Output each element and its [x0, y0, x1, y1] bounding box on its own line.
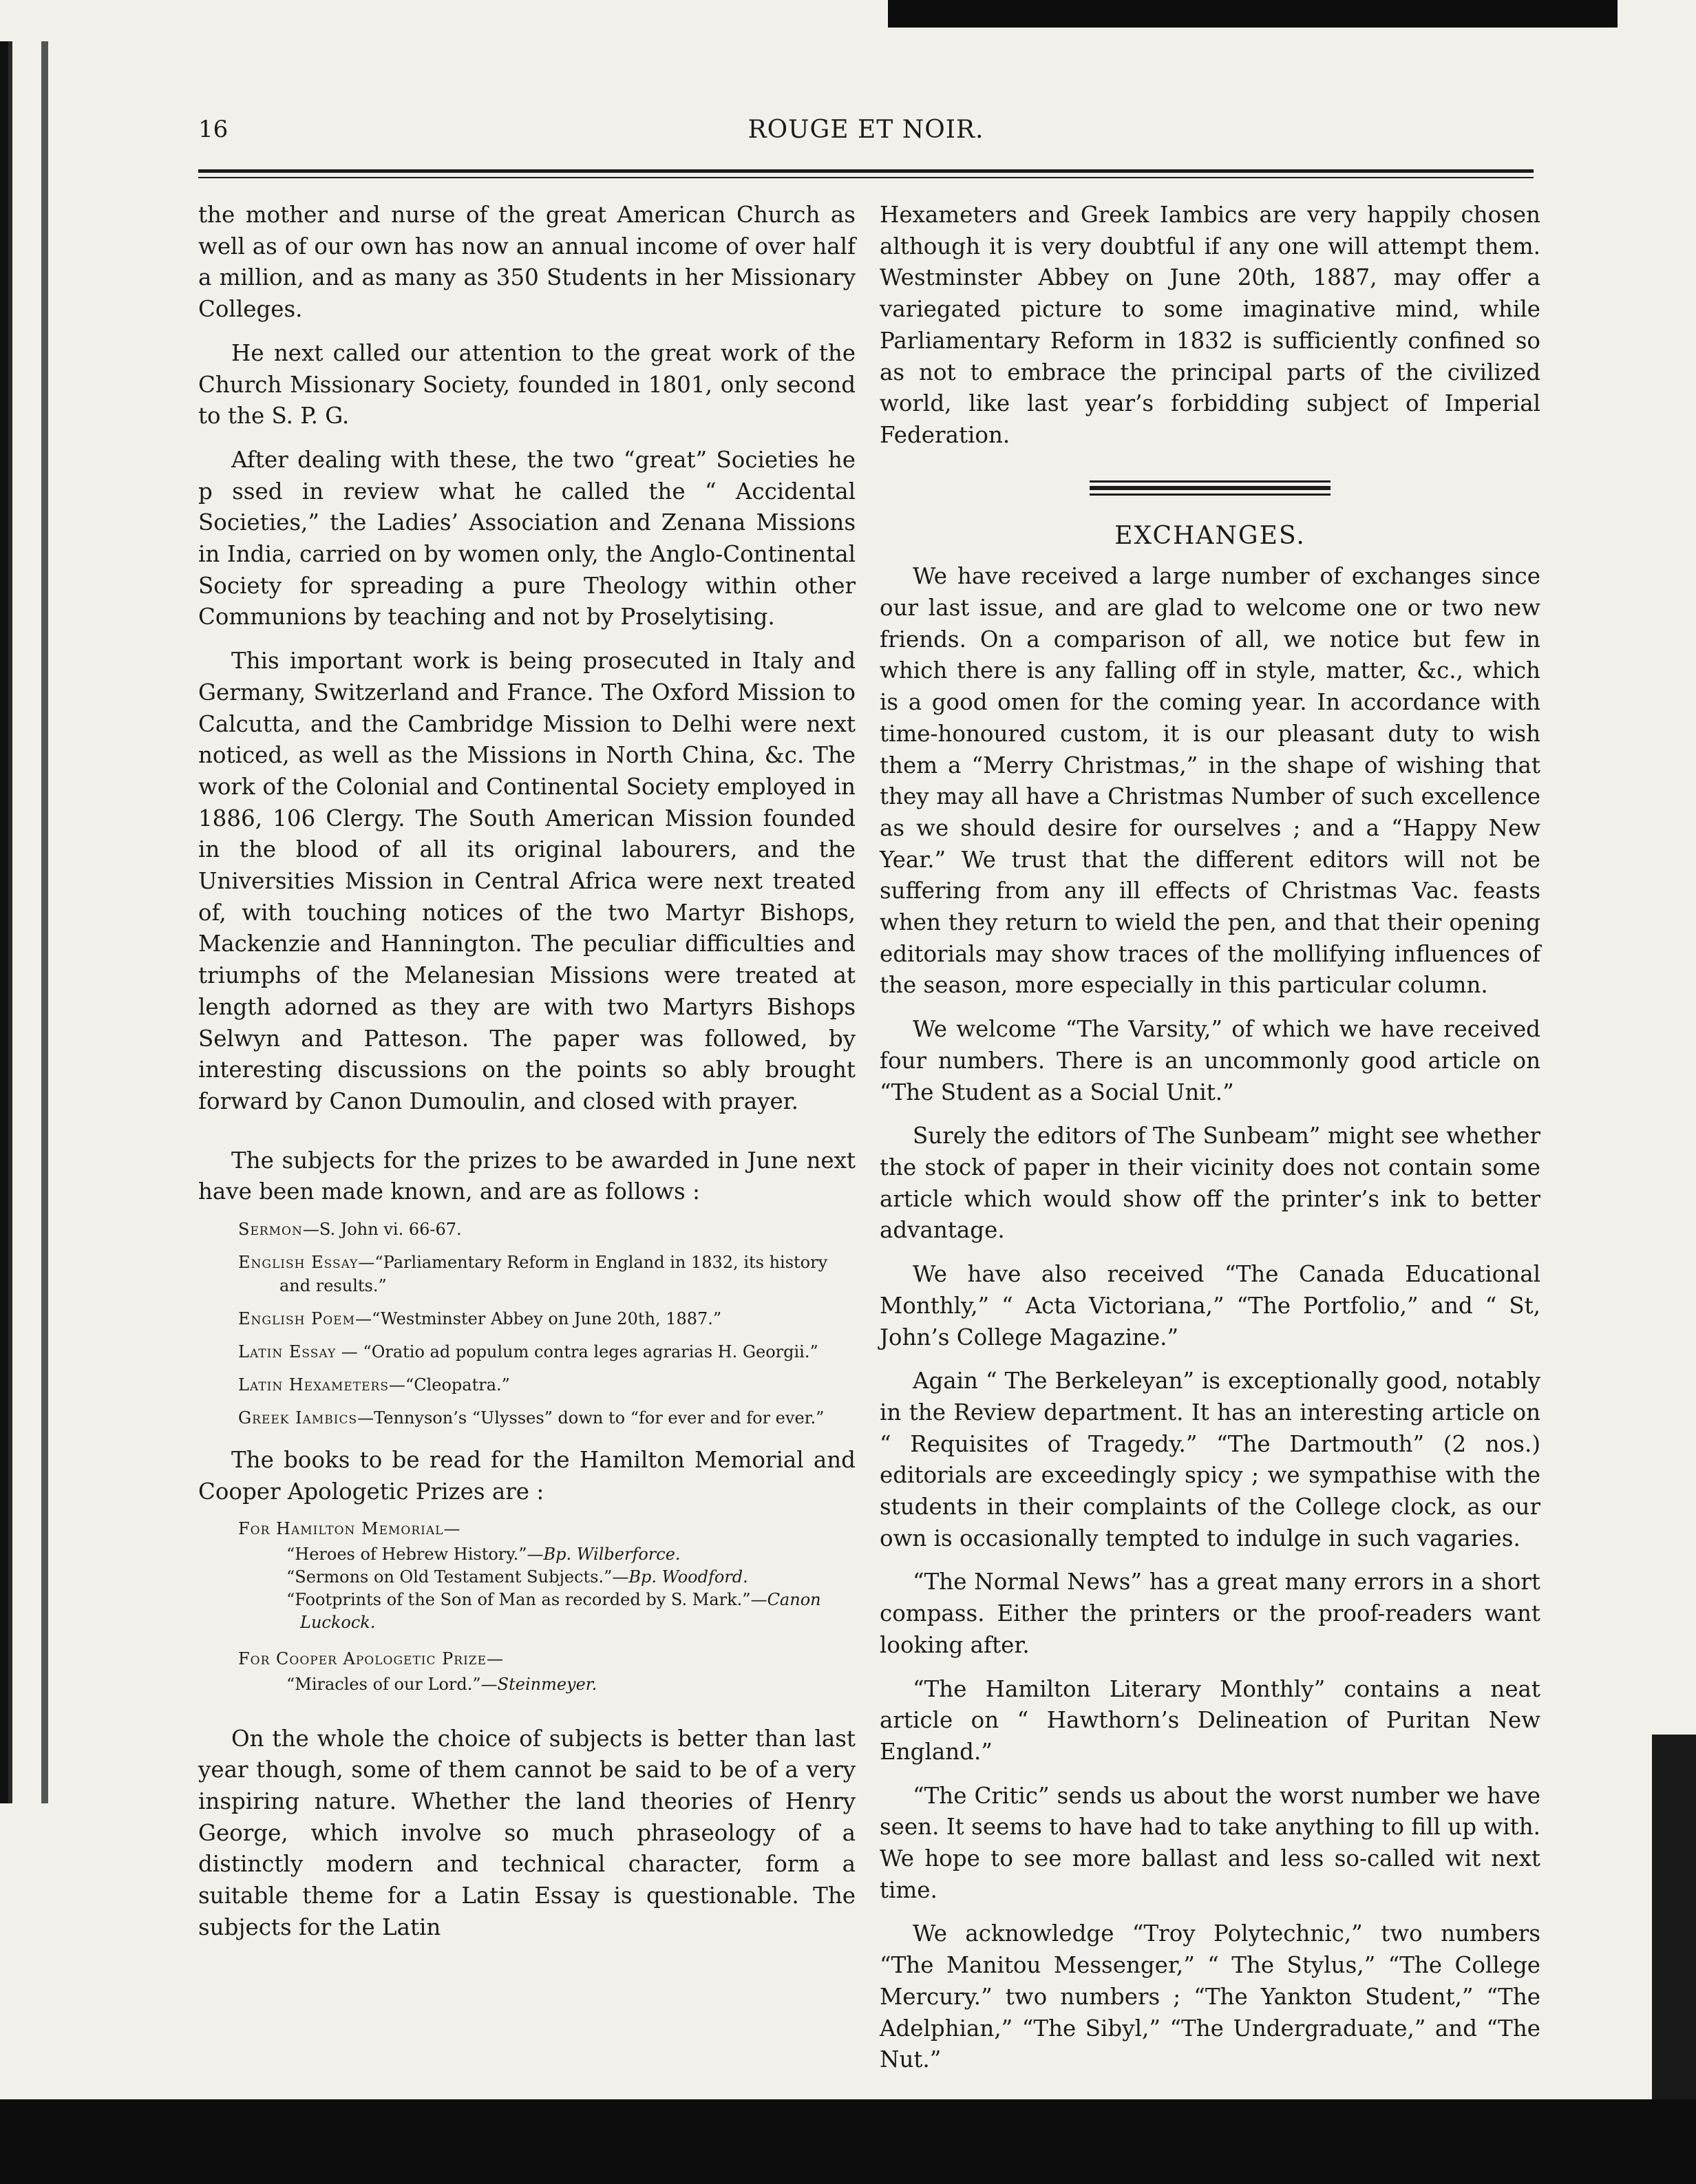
- book-title: “Miracles of our Lord.”—: [286, 1674, 498, 1694]
- paragraph: Surely the editors of The Sunbeam” might see whether the stock of paper in their vicinity does not contain some article which would show off the printer’s ink to better advantage.: [880, 1123, 1540, 1244]
- prize-label: English Essay: [238, 1253, 359, 1273]
- prize-item: [238, 1373, 856, 1397]
- section-divider: [1090, 480, 1331, 496]
- paragraph: This important work is being prosecuted in Italy and Germany, Switzerland and France. The Oxford Mission to Calcutta, and the Cambridge Mission to Delhi were next noticed, as well as the Missions in North China, &c. The work of the Colonial and Continental Society employed in 1886, 106 Clergy. The South American Mission founded in the blood of all its original labourers, and the Universities Mission in Central Africa were next treated of, with touching notices of the two Martyr Bishops, Mackenzie and Hannington. The peculiar difficulties and triumphs of the Melanesian Missions were treated at length adorned as they are with two Martyrs Bishops Selwyn and Patteson. The paper was followed, by interesting discussions on the points so ably brought forward by Canon Dumoulin, and closed with prayer.: [198, 648, 856, 1114]
- book-author: Bp. Woodford.: [628, 1567, 748, 1587]
- prize-item: [238, 1218, 856, 1241]
- hamilton-memorial-books: [238, 1518, 856, 1634]
- prize-item: [238, 1251, 856, 1297]
- book-author: Canon Luckock.: [300, 1589, 821, 1632]
- scan-edge-bottom: [0, 2099, 1696, 2184]
- paragraph: The books to be read for the Hamilton Memorial and Cooper Apologetic Prizes are :: [198, 1447, 856, 1505]
- header-rule-thin: [198, 177, 1534, 178]
- prize-label: English Poem: [238, 1309, 355, 1329]
- prize-subject: — “Oratio ad populum contra leges agrarias H. Georgii.”: [336, 1342, 818, 1362]
- paragraph: “The Hamilton Literary Monthly” contains a neat article on “ Hawthorn’s Delineation of Puritan New England.”: [880, 1675, 1540, 1765]
- paragraph: the mother and nurse of the great American Church as well as of our own has now an annual income of over half a million, and as many as 350 Students in her Missionary Colleges.: [198, 202, 856, 323]
- book-list-heading: For Cooper Apologetic Prize—: [238, 1648, 505, 1668]
- paragraph: After dealing with these, the two “great” Societies he p ssed in review what he called the “ Accidental Societies,” the Ladies’ Association and Zenana Missions in India, carried on by women only, the Anglo-Continental Society for spreading a pure Theology within other Communions by teaching and not by Proselytising.: [198, 446, 856, 630]
- left-column: [198, 200, 856, 1943]
- prize-item: [238, 1340, 856, 1364]
- book-list-heading: For Hamilton Memorial—: [238, 1518, 461, 1538]
- prize-label: Latin Essay: [238, 1342, 337, 1362]
- prize-subject: —“Parliamentary Reform in England in 1832, its history and results.”: [279, 1253, 828, 1296]
- book-item: [279, 1673, 856, 1696]
- paragraph: He next called our attention to the great work of the Church Missionary Society, founded in 1801, only second to the S. P. G.: [198, 339, 856, 430]
- book-title: “Footprints of the Son of Man as recorded by S. Mark.”—: [286, 1589, 767, 1609]
- book-item: [279, 1543, 856, 1566]
- prize-subjects-list: [198, 1218, 856, 1430]
- paragraph: We acknowledge “Troy Polytechnic,” two numbers “The Manitou Messenger,” “ The Stylus,” “The College Mercury.” two numbers ; “The Yankton Student,” “The Adelphian,” “The Sibyl,” “The Undergraduate,” and “The Nut.”: [880, 1920, 1540, 2073]
- book-author: Steinmeyer.: [497, 1674, 597, 1694]
- paragraph: The subjects for the prizes to be awarded in June next have been made known, and are as follows :: [198, 1147, 856, 1205]
- book-title: “Sermons on Old Testament Subjects.”—: [286, 1567, 629, 1587]
- scan-edge-top: [888, 0, 1618, 28]
- paragraph: “The Normal News” has a great many errors in a short compass. Either the printers or the proof-readers want looking after.: [880, 1569, 1540, 1658]
- prize-subject: —S. John vi. 66-67.: [302, 1220, 462, 1240]
- running-title: ROUGE ET NOIR.: [748, 116, 984, 144]
- page-header: [198, 116, 1534, 157]
- book-title: “Heroes of Hebrew History.”—: [286, 1544, 544, 1564]
- prize-subject: —“Cleopatra.”: [388, 1375, 510, 1395]
- scan-edge-left: [0, 41, 77, 1803]
- prize-subject: —“Westminster Abbey on June 20th, 1887.”: [354, 1309, 722, 1329]
- scan-edge-right: [1652, 1735, 1696, 2099]
- book-item: [279, 1566, 856, 1589]
- prize-label: Greek Iambics: [238, 1408, 358, 1428]
- book-author: Bp. Wilberforce.: [543, 1544, 681, 1564]
- header-rule-thick: [198, 169, 1534, 173]
- section-heading-exchanges: EXCHANGES.: [1114, 521, 1306, 550]
- paragraph: “The Critic” sends us about the worst number we have seen. It seems to have had to take anything to fill up with. We hope to see more ballast and less so-called wit next time.: [880, 1782, 1540, 1903]
- prize-label: Latin Hexameters: [238, 1375, 389, 1395]
- right-column: [880, 200, 1540, 2076]
- paragraph: We welcome “The Varsity,” of which we have received four numbers. There is an uncommonly good article on “The Student as a Social Unit.”: [880, 1016, 1540, 1105]
- paragraph: Again “ The Berkeleyan” is exceptionally good, notably in the Review department. It has an interesting article on “ Requisites of Tragedy.” “The Dartmouth” (2 nos.) editorials are exceedingly spicy ; we sympathise with the students in their complaints of the College clock, as our own is occasionally tempted to indulge in such vagaries.: [880, 1368, 1540, 1551]
- prize-label: Sermon: [238, 1220, 303, 1240]
- paragraph: We have also received “The Canada Educational Monthly,” “ Acta Victoriana,” “The Portfolio,” and “ St, John’s College Magazine.”: [880, 1261, 1540, 1350]
- paragraph: On the whole the choice of subjects is better than last year though, some of them cannot be said to be of a very inspiring nature. Whether the land theories of Henry George, which involve so much phraseology of a distinctly modern and technical character, form a suitable theme for a Latin Essay is questionable. The subjects for the Latin: [198, 1725, 856, 1940]
- paragraph: Hexameters and Greek Iambics are very happily chosen although it is very doubtful if any one will attempt them. Westminster Abbey on June 20th, 1887, may offer a variegated picture to some imaginative mind, while Parliamentary Reform in 1832 is sufficiently confined so as not to embrace the principal parts of the civilized world, like last year’s forbidding subject of Imperial Federation.: [880, 202, 1540, 448]
- page-number: 16: [198, 116, 229, 143]
- prize-item: [238, 1307, 856, 1330]
- paragraph: We have received a large number of exchanges since our last issue, and are glad to welcome one or two new friends. On a comparison of all, we notice but few in which there is any falling off in style, matter, &c., which is a good omen for the coming year. In accordance with time-honoured custom, it is our pleasant duty to wish them a “Merry Christmas,” in the shape of wishing that they may all have a Christmas Number of such excellence as we should desire for ourselves ; and a “Happy New Year.” We trust that the different editors will not be suffering from any ill effects of Christmas Vac. feasts when they return to wield the pen, and that their opening editorials may show traces of the mollifying influences of the season, more especially in this particular column.: [880, 563, 1540, 999]
- cooper-apologetic-books: [238, 1648, 856, 1696]
- prize-item: [238, 1406, 856, 1430]
- book-item: [279, 1589, 856, 1634]
- prize-subject: —Tennyson’s “Ulysses” down to “for ever and for ever.”: [357, 1408, 825, 1428]
